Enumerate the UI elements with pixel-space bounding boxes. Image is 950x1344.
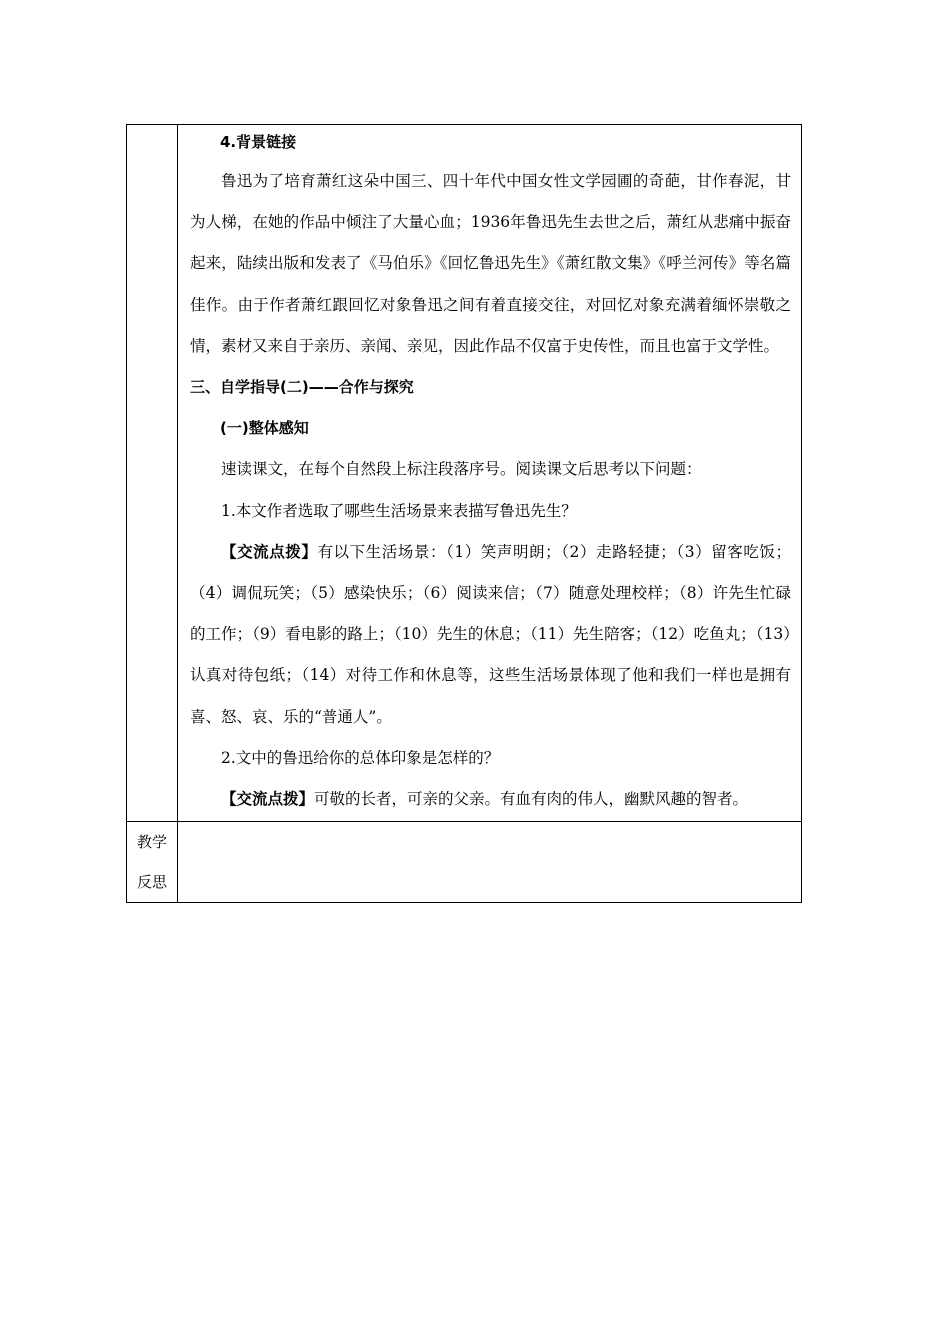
reflection-row: [127, 822, 802, 903]
lesson-plan-table: [126, 124, 802, 903]
answer-2-text: 可敬的长者，可亲的父亲。有血有肉的伟人，幽默风趣的智者。: [314, 790, 749, 809]
row-label-cell: [127, 125, 178, 822]
reflection-label: [127, 822, 178, 903]
question-1: 1.本文作者选取了哪些生活场景来表描写鲁迅先生？: [221, 501, 577, 520]
section3-heading: 三、自学指导(二)——合作与探究: [190, 378, 414, 397]
content-cell: [178, 125, 802, 822]
reflection-content: [178, 822, 802, 903]
section4-paragraph: 鲁迅为了培育萧红这朵中国三、四十年代中国女性文学园圃的奇葩，甘作春泥，甘为人梯，在她的作品中倾注了大量心血；1936年鲁迅先生去世之后，萧红从悲痛中振奋起来，陆续出版和发表了《马伯乐》《回忆鲁迅先生》《萧红散文集》《呼兰河传》等名篇佳作。由于作者萧红跟回忆对象鲁迅之间有着直接交往，对回忆对象充满着缅怀崇敬之情，素材又来自于亲历、亲闻、亲见，因此作品不仅富于史传性，而且也富于文学性。: [190, 172, 791, 355]
answer-1-text: 有以下生活场景：（1）笑声明朗；（2）走路轻捷；（3）留客吃饭；（4）调侃玩笑；（5）感染快乐；（6）阅读来信；（7）随意处理校样；（8）许先生忙碌的工作；（9）看电影的路上；（10）先生的休息；（11）先生陪客；（12）吃鱼丸；（13）认真对待包纸；（14）对待工作和休息等，这些生活场景体现了他和我们一样也是拥有喜、怒、哀、乐的“普通人”。: [190, 542, 791, 726]
section3-intro: 速读课文，在每个自然段上标注段落序号。阅读课文后思考以下问题：: [221, 460, 702, 479]
reflection-label-line2: 反思: [136, 873, 167, 891]
section3-subheading: (一)整体感知: [220, 419, 309, 438]
answer-2: [190, 779, 791, 820]
answer-2-label: 【交流点拨】: [221, 790, 315, 809]
answer-1: [190, 532, 791, 738]
answer-1-label: 【交流点拨】: [221, 542, 318, 561]
content-row: [127, 125, 802, 822]
section4-heading: 4.背景链接: [220, 133, 297, 151]
question-2: 2.文中的鲁迅给你的总体印象是怎样的？: [221, 748, 500, 767]
reflection-label-line1: 教学: [136, 833, 167, 851]
